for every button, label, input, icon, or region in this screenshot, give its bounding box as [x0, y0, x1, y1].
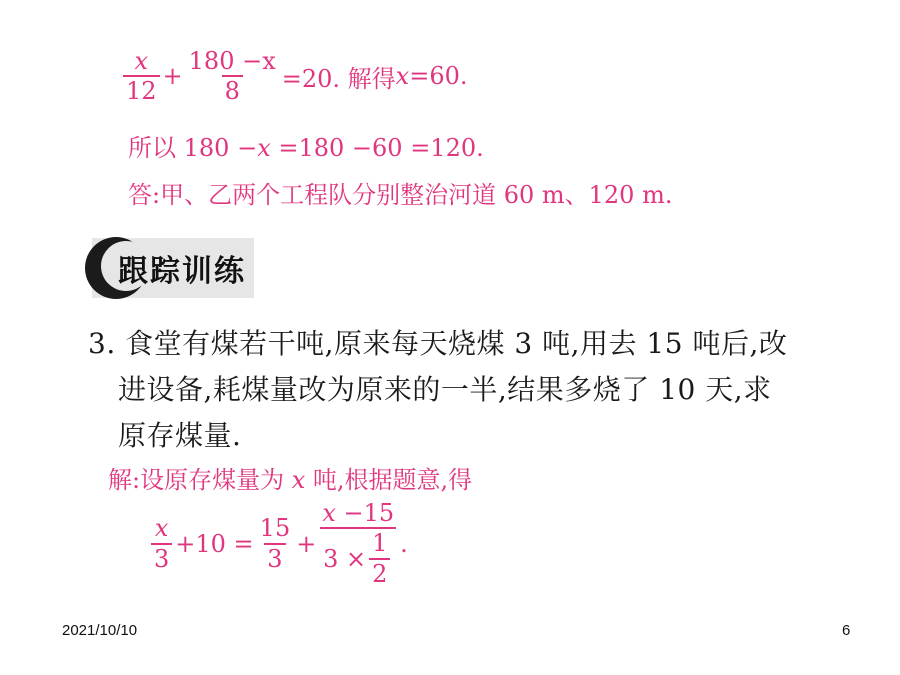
plus-sign: +: [296, 529, 317, 558]
numerator: [319, 500, 397, 527]
numerator: 180 −x: [188, 47, 276, 75]
variable-x: x: [322, 499, 336, 527]
denominator: 12: [123, 75, 160, 104]
numerator: 1: [372, 529, 388, 558]
badge-label: 跟踪训练: [118, 254, 246, 289]
denominator: 8: [222, 75, 243, 104]
fraction-180-minus-x-over-8: [186, 48, 279, 105]
equation-1: [120, 48, 467, 105]
denominator: 2: [369, 558, 390, 587]
numerator: x: [154, 514, 169, 543]
numerator: 15: [259, 514, 291, 543]
solution-rest: 吨,根据题意,得: [305, 466, 473, 494]
question-line-3: 原存煤量.: [118, 419, 242, 452]
variable-x: x: [395, 62, 410, 91]
variable-x: x: [257, 134, 271, 162]
plus-ten: +10 =: [175, 529, 254, 558]
question-line-2: 进设备,耗煤量改为原来的一半,结果多烧了 10 天,求: [118, 373, 772, 406]
solution-intro: [108, 460, 472, 495]
section-badge: [82, 234, 256, 302]
numerator-rest: −15: [335, 499, 395, 527]
fraction-15-over-3: [257, 515, 294, 572]
variable-x: x: [291, 466, 306, 494]
answer-line: 答:甲、乙两个工程队分别整治河道 60 m、120 m.: [128, 181, 673, 209]
equation-tail: =20. 解得: [281, 64, 396, 93]
denominator: 3: [264, 543, 285, 572]
denominator: 3: [151, 543, 172, 572]
equation-result: =60.: [409, 62, 468, 91]
period: .: [400, 529, 408, 558]
fraction-x-over-12: [123, 48, 160, 105]
fraction-one-half: [369, 530, 390, 587]
fraction-x-over-3: [151, 515, 172, 572]
question-line-1: 3. 食堂有煤若干吨,原来每天烧煤 3 吨,用去 15 吨后,改: [88, 327, 788, 360]
page-number: 6: [842, 622, 851, 639]
computation-line: [128, 128, 484, 163]
solution-prefix: 解:设原存煤量为: [108, 466, 292, 494]
denominator: [320, 527, 396, 587]
computation-rest: =180 −60 =120.: [270, 134, 484, 162]
computation-prefix: 所以 180 −: [128, 134, 258, 162]
equation-2: [148, 500, 408, 587]
numerator: x: [134, 47, 149, 75]
denominator-prefix: 3 ×: [323, 544, 367, 573]
plus-sign: +: [162, 62, 183, 91]
slide-date: 2021/10/10: [62, 622, 138, 639]
fraction-complex: [319, 500, 397, 587]
